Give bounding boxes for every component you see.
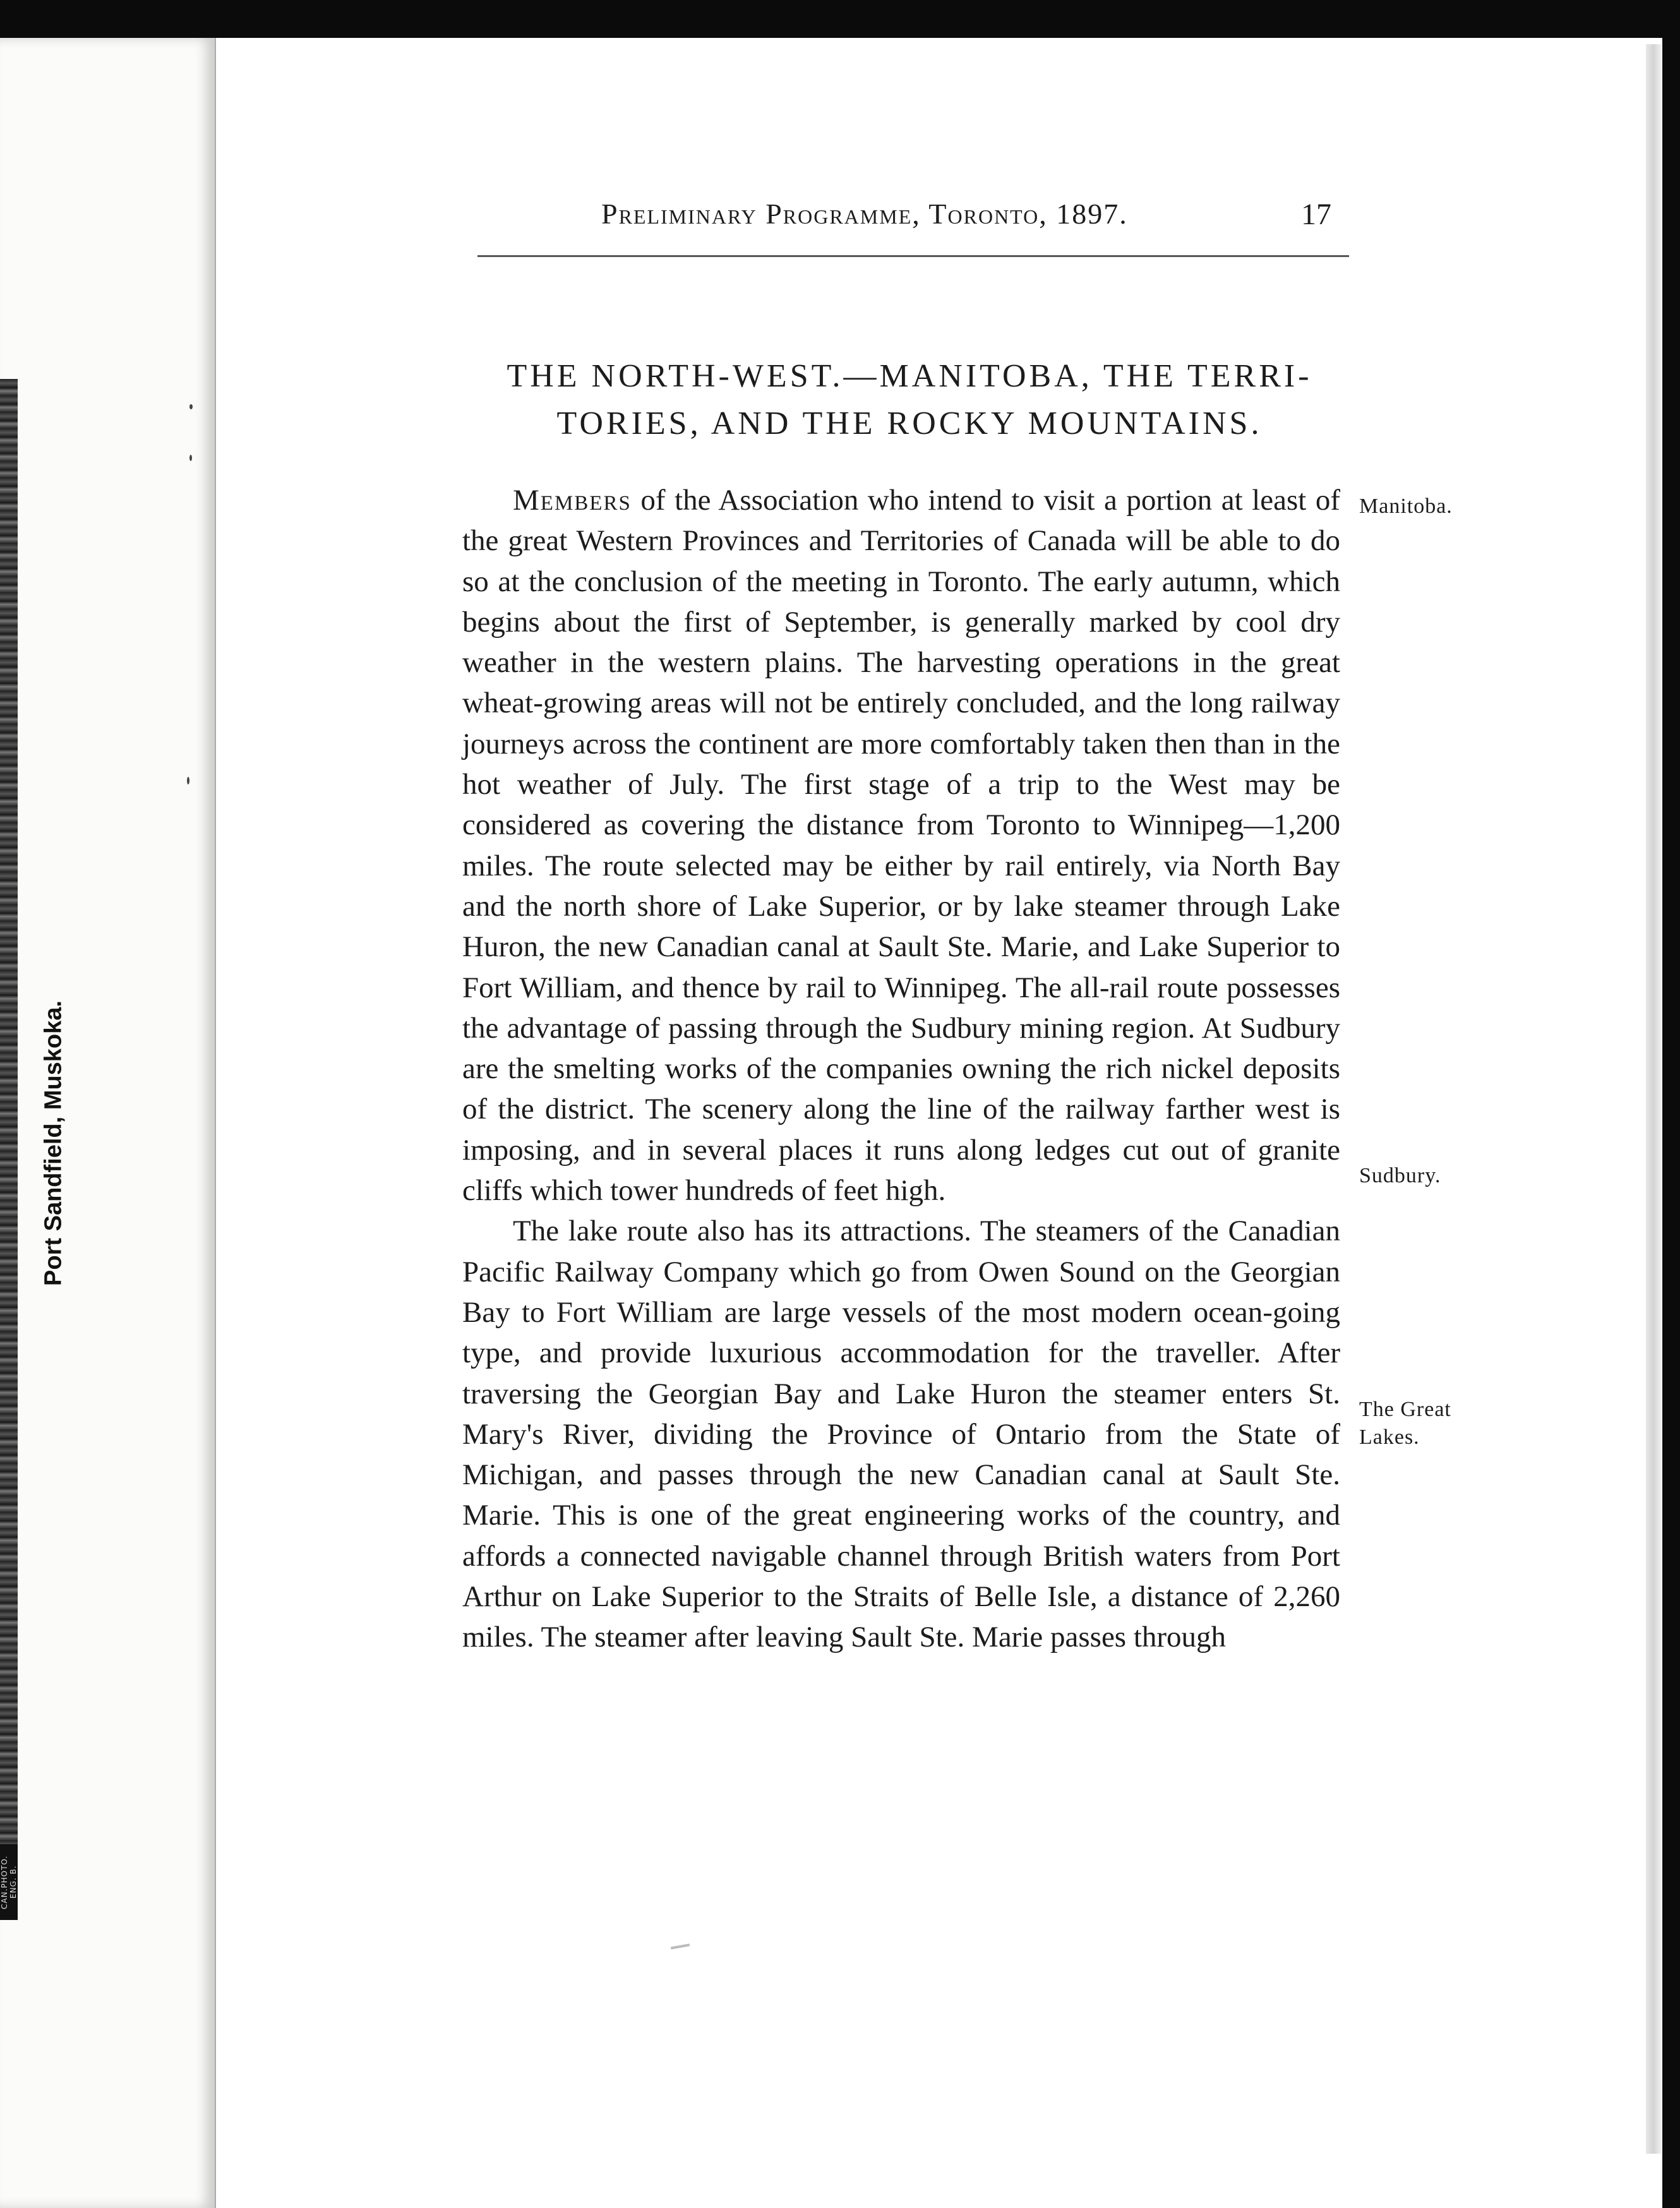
photo-credit: CAN.PHOTO. ENG. B. [0,1844,18,1920]
paragraph-2: The lake route also has its attractions. The steamers of the Canadian Pacific Railway Company which go from Owen Sound on the Georgian Bay to Fort William are large vessels of the most modern ocean-going type, and provide luxurious accommodation for the traveller. After traversing the Georgian Bay and Lake Huron the steamer enters St. Mary's River, dividing the Province of Ontario from the State of Michigan, and passes through the new Canadian canal at Sault Ste. Marie. This is one of the great engineering works of the country, and affords a connected navigable channel through British waters from Port Arthur on Lake Superior to the Straits of Belle Isle, a distance of 2,260 miles. The steamer after leaving Sault Ste. Marie passes through [462,1215,1340,1654]
paragraph-1 [462,480,1340,1211]
speck [187,777,189,784]
margin-note-great-lakes-line-1: The Great [1359,1398,1451,1421]
photo-caption [25,966,82,1320]
running-head-text: Preliminary Programme, Toronto, 1897. [601,198,1128,230]
photo-caption-text: Port Sandfield, Muskoka. [40,1000,67,1286]
margin-note-manitoba: Manitoba. [1359,495,1453,518]
chapter-title-line-2: TORIES, AND THE ROCKY MOUNTAINS. [556,405,1263,441]
margin-note-sudbury: Sudbury. [1359,1164,1441,1187]
header-rule [477,255,1349,257]
paragraph-1-lead: Members [513,484,632,517]
facing-page-photo-strip [0,379,18,1920]
chapter-title-line-1: THE NORTH-WEST.—MANITOBA, THE TERRI- [507,358,1312,394]
facing-page [0,38,215,2208]
page-number: 17 [1301,198,1331,231]
body-text [462,480,1340,1658]
page-edge [1646,44,1661,2154]
running-head [601,197,1321,231]
margin-note-great-lakes-line-2: Lakes. [1359,1425,1420,1449]
paragraph-1-body: of the Association who intend to visit a portion at least of the great Western Provinces and Territories of Canada will be able to do so at the conclusion of the meeting in Toronto. The early autumn, which begins about the first of September, is generally marked by cool dry weather in the western plains. The harvesting operations in the great wheat-growing areas will not be entirely concluded, and the long railway journeys across the continent are more comfortably taken then than in the hot weather of July. The first stage of a trip to the West may be considered as covering the distance from Toronto to Winnipeg—1,200 miles. The route selected may be either by rail entirely, via North Bay and the north shore of Lake Superior, or by lake steamer through Lake Huron, the new Canadian canal at Sault Ste. Marie, and Lake Superior to Fort William, and thence by rail to Winnipeg. The all-rail route possesses the advantage of passing through the Sudbury mining region. At Sudbury are the smelting works of the companies owning the rich nickel deposits of the district. The scenery along the line of the railway farther west is imposing, and in several places it runs along ledges cut out of granite cliffs which tower hundreds of feet high. [462,484,1340,1208]
margin-note-great-lakes [1359,1396,1451,1451]
speck [189,404,193,409]
chapter-title [467,352,1352,447]
speck [189,455,192,461]
